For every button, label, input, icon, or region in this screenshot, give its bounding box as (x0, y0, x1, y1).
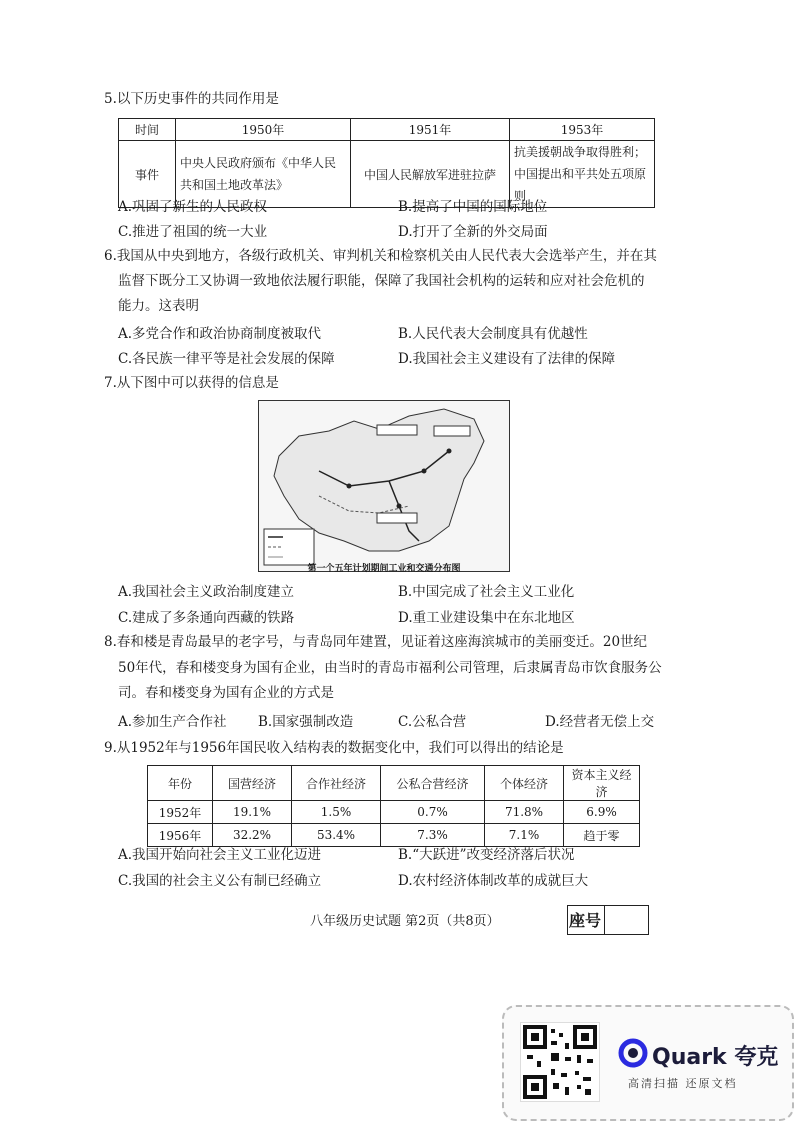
q8-stem-line1: 8.春和楼是青岛最早的老字号，与青岛同年建置，见证着这座海滨城市的美丽变迁。20世纪 (104, 634, 648, 650)
q5-option-c: C.推进了祖国的统一大业 (118, 224, 268, 240)
q5-stem: 5.以下历史事件的共同作用是 (104, 91, 279, 107)
table-header-cell: 年份 (148, 766, 213, 801)
table-cell: 抗美援朝战争取得胜利；中国提出和平共处五项原则 (510, 141, 655, 208)
page-footer: 八年级历史试题 第2页（共8页） (310, 914, 500, 929)
q9-option-c: C.我国的社会主义公有制已经确立 (118, 873, 322, 889)
table-cell: 趋于零 (564, 824, 640, 847)
q6-option-b: B.人民代表大会制度具有优越性 (398, 326, 588, 342)
q8-option-c: C.公私合营 (398, 714, 467, 730)
q9-option-d: D.农村经济体制改革的成就巨大 (398, 873, 589, 889)
q9-income-table (147, 765, 640, 847)
map-caption: 第一个五年计划期间工业和交通分布图 (307, 564, 461, 574)
table-cell: 中央人民政府颁布《中华人民共和国土地改革法》 (176, 141, 351, 208)
q6-option-d: D.我国社会主义建设有了法律的保障 (398, 351, 616, 367)
table-cell: 中国人民解放军进驻拉萨 (351, 141, 510, 208)
table-cell: 53.4% (292, 824, 381, 847)
q6-stem-line1: 6.我国从中央到地方，各级行政机关、审判机关和检察机关由人民代表大会选举产生，并在其 (104, 248, 657, 264)
table-cell: 19.1% (213, 801, 292, 824)
table-header-cell: 1951年 (351, 119, 510, 141)
table-header-cell: 1953年 (510, 119, 655, 141)
table-cell: 1952年 (148, 801, 213, 824)
q7-option-a: A.我国社会主义政治制度建立 (118, 584, 295, 600)
quark-brand: Quark 夸克 (652, 1045, 779, 1070)
q7-option-c: C.建成了多条通向西藏的铁路 (118, 610, 295, 626)
q8-option-b: B.国家强制改造 (258, 714, 354, 730)
quark-subtitle: 高清扫描 还原文档 (628, 1077, 738, 1090)
q6-stem-line2: 监督下既分工又协调一致地依法履行职能，保障了我国社会机构的运转和应对社会危机的 (118, 273, 645, 289)
china-map-illustration (259, 401, 509, 571)
table-cell: 32.2% (213, 824, 292, 847)
table-cell: 71.8% (485, 801, 564, 824)
seat-box-divider (604, 905, 605, 935)
quark-logo-icon (618, 1038, 648, 1072)
table-cell: 6.9% (564, 801, 640, 824)
q8-stem-line3: 司。春和楼变身为国有企业的方式是 (118, 685, 334, 701)
table-cell: 1.5% (292, 801, 381, 824)
q6-option-a: A.多党合作和政治协商制度被取代 (118, 326, 322, 342)
q9-option-b: B.“大跃进”改变经济落后状况 (398, 847, 575, 863)
table-cell: 7.3% (381, 824, 485, 847)
q7-stem: 7.从下图中可以获得的信息是 (104, 375, 279, 391)
q8-stem-line2: 50年代，春和楼变身为国有企业，由当时的青岛市福利公司管理，后隶属青岛市饮食服务公 (118, 660, 662, 676)
table-header-cell: 合作社经济 (292, 766, 381, 801)
table-header-cell: 个体经济 (485, 766, 564, 801)
table-header-cell: 时间 (119, 119, 176, 141)
q8-option-d: D.经营者无偿上交 (545, 714, 655, 730)
q7-option-d: D.重工业建设集中在东北地区 (398, 610, 575, 626)
table-header-cell: 公私合营经济 (381, 766, 485, 801)
q9-stem: 9.从1952年与1956年国民收入结构表的数据变化中，我们可以得出的结论是 (104, 740, 564, 756)
table-cell: 1956年 (148, 824, 213, 847)
q6-option-c: C.各民族一律平等是社会发展的保障 (118, 351, 335, 367)
table-cell: 0.7% (381, 801, 485, 824)
qr-code-icon (520, 1022, 600, 1102)
q8-option-a: A.参加生产合作社 (118, 714, 227, 730)
table-header-cell: 1950年 (176, 119, 351, 141)
industry-transport-map (258, 400, 510, 572)
q5-option-a: A.巩固了新生的人民政权 (118, 199, 268, 215)
table-header-cell: 资本主义经济 (564, 766, 640, 801)
q5-option-d: D.打开了全新的外交局面 (398, 224, 548, 240)
q9-option-a: A.我国开始向社会主义工业化迈进 (118, 847, 322, 863)
table-row (148, 801, 640, 824)
q7-option-b: B.中国完成了社会主义工业化 (398, 584, 575, 600)
table-row-head: 事件 (119, 141, 176, 208)
table-header-cell: 国营经济 (213, 766, 292, 801)
q6-stem-line3: 能力。这表明 (118, 298, 199, 314)
q5-option-b: B.提高了中国的国际地位 (398, 199, 548, 215)
seat-number-label: 座号 (569, 911, 602, 930)
table-cell: 7.1% (485, 824, 564, 847)
